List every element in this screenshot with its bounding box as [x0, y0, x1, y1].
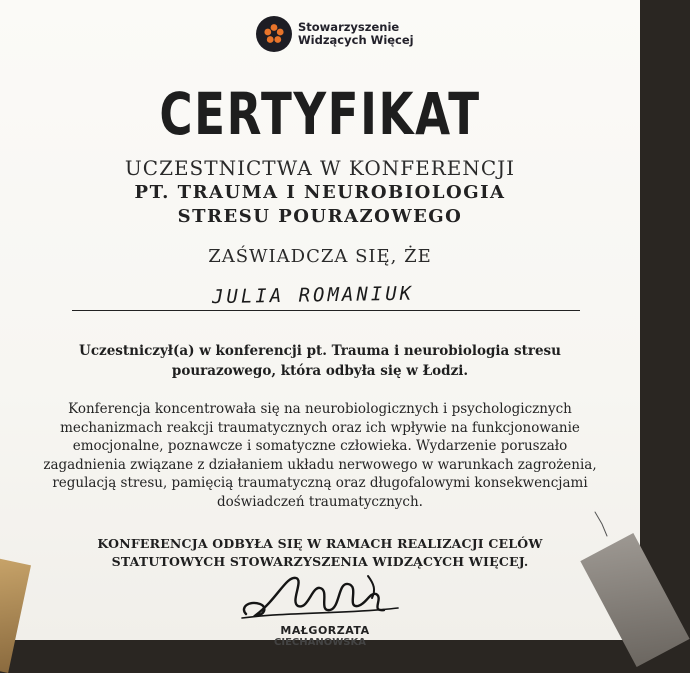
organization-name-line1: Stowarzyszenie	[298, 20, 400, 34]
background-corner	[0, 557, 31, 673]
background-corner	[580, 533, 689, 667]
statutory-note: KONFERENCJA ODBYŁA SIĘ W RAMACH REALIZACJI CELÓW STATUTOWYCH STOWARZYSZENIA WIDZĄCYCH WIĘCEJ.	[97, 536, 543, 569]
attestation-text: ZAŚWIADCZA SIĘ, ŻE	[208, 246, 432, 267]
recipient-name: JULIA ROMANIUK	[211, 282, 415, 309]
recipient-underline	[72, 310, 580, 311]
ink-mark	[592, 510, 610, 538]
certificate-subtitle: UCZESTNICTWA W KONFERENCJI	[124, 156, 516, 180]
conference-name	[0, 181, 640, 229]
organization-name	[298, 21, 414, 47]
organization-logo	[256, 16, 414, 52]
signer-first-name: MAŁGORZATA	[280, 624, 370, 637]
conference-name-line2: STRESU POURAZOWEGO	[177, 206, 463, 227]
conference-name-line1: PT. TRAUMA I NEUROBIOLOGIA	[134, 182, 506, 203]
certificate-title: CERTYFIKAT	[159, 80, 481, 148]
signer-last-name: CIECHANOWSKA	[274, 637, 366, 648]
flower-logo-icon	[256, 16, 292, 52]
participation-statement: Uczestniczył(a) w konferencji pt. Trauma i neurobiologia stresu pourazowego, która odbyła się w Łodzi.	[79, 343, 561, 379]
conference-description: Konferencja koncentrowała się na neurobiologicznych i psychologicznych mechanizmach reakcji traumatycznych oraz ich wpływie na funkcjonowanie emocjonalne, poznawcze i somatyczne człowieka. Wydarzenie poruszało zagadnienia związane z działaniem układu nerwowego w warunkach zagrożenia, regulacją stresu, pamięcią traumatyczną oraz długofalowymi konsekwencjami doświadczeń traumatycznych.	[43, 401, 597, 510]
signature-icon	[238, 568, 408, 622]
organization-name-line2: Widzących Więcej	[298, 33, 414, 47]
